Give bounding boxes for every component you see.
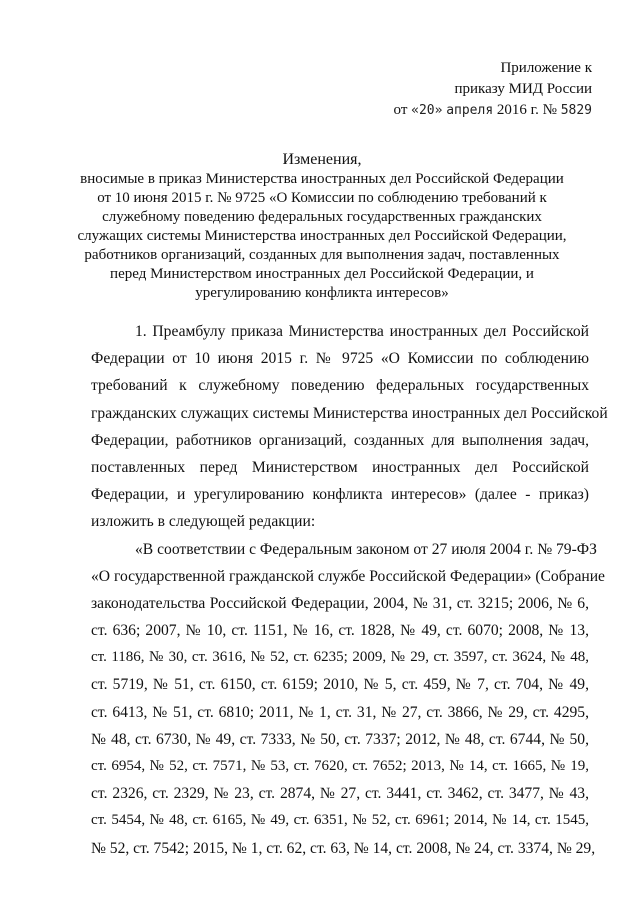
title-line: служащих системы Министерства иностранных дел Российской Федерации, <box>77 228 567 244</box>
body-line: ст. 5719, № 51, ст. 6150, ст. 6159; 2010, № 5, ст. 459, № 7, ст. 704, № 49, <box>91 676 589 694</box>
body-line: «О государственной гражданской службе Российской Федерации» (Собрание <box>91 567 605 585</box>
document-title <box>72 150 572 303</box>
body-line: ст. 5454, № 48, ст. 6165, № 49, ст. 6351, № 52, ст. 6961; 2014, № 14, ст. 1545, <box>91 812 589 829</box>
title-line: служебному поведению федеральных государственных гражданских <box>102 209 542 225</box>
body-line: ст. 6413, № 51, ст. 6810; 2011, № 1, ст. 31, № 27, ст. 3866, № 29, ст. 4295, <box>91 703 589 721</box>
body-line: ст. 636; 2007, № 10, ст. 1151, № 16, ст. 1828, № 49, ст. 6070; 2008, № 13, <box>91 622 589 640</box>
annex-number: 5829 <box>560 103 592 118</box>
body-line: поставленных перед Министерством иностранных дел Российской <box>91 458 589 476</box>
paragraph-2 <box>91 536 605 862</box>
annex-block <box>332 58 592 121</box>
body-line: требований к служебному поведению федеральных государственных <box>91 377 589 395</box>
body-line: «В соответствии с Федеральным законом от 27 июля 2004 г. № 79-ФЗ <box>135 540 597 558</box>
body-line: гражданских служащих системы Министерства иностранных дел Российской <box>91 404 608 422</box>
body-line: изложить в следующей редакции: <box>91 513 316 531</box>
annex-month: апреля <box>446 103 494 118</box>
body-line: Федерации, работников организаций, созданных для выполнения задач, <box>91 431 589 449</box>
annex-day: «20» <box>411 103 443 118</box>
body-line: Федерации от 10 июня 2015 г. № 9725 «О Комиссии по соблюдению <box>91 350 589 368</box>
annex-from: от <box>393 102 408 118</box>
body-line: ст. 2326, ст. 2329, № 23, ст. 2874, № 27, ст. 3441, ст. 3462, ст. 3477, № 43, <box>91 785 589 803</box>
body-line: ст. 6954, № 52, ст. 7571, № 53, ст. 7620, ст. 7652; 2013, № 14, ст. 1665, № 19, <box>91 758 589 774</box>
annex-line-1: Приложение к <box>500 60 592 76</box>
document-body <box>91 318 608 862</box>
body-line: Федерации, и урегулированию конфликта интересов» (далее - приказ) <box>91 486 589 504</box>
paragraph-1 <box>91 318 608 536</box>
body-line: 1. Преамбулу приказа Министерства иностранных дел Российской <box>135 323 589 340</box>
body-line: № 48, ст. 6730, № 49, ст. 7333, № 50, ст. 7337; 2012, № 48, ст. 6744, № 50, <box>91 730 589 748</box>
title-line: урегулированию конфликта интересов» <box>195 285 449 301</box>
annex-year: 2016 г. № <box>496 102 557 118</box>
annex-date-line <box>332 100 592 121</box>
title-line: от 10 июня 2015 г. № 9725 «О Комиссии по соблюдению требований к <box>97 190 547 206</box>
title-line: перед Министерством иностранных дел Российской Федерации, и <box>110 266 534 282</box>
body-line: законодательства Российской Федерации, 2004, № 31, ст. 3215; 2006, № 6, <box>91 594 589 612</box>
body-line: ст. 1186, № 30, ст. 3616, № 52, ст. 6235; 2009, № 29, ст. 3597, ст. 3624, № 48, <box>91 649 589 666</box>
body-line: № 52, ст. 7542; 2015, № 1, ст. 62, ст. 63, № 14, ст. 2008, № 24, ст. 3374, № 29, <box>91 839 596 857</box>
annex-line-2: приказу МИД России <box>454 81 592 97</box>
title-line: вносимые в приказ Министерства иностранных дел Российской Федерации <box>80 171 564 187</box>
title-line: работников организаций, созданных для выполнения задач, поставленных <box>84 247 560 263</box>
title-heading: Изменения, <box>282 151 362 168</box>
